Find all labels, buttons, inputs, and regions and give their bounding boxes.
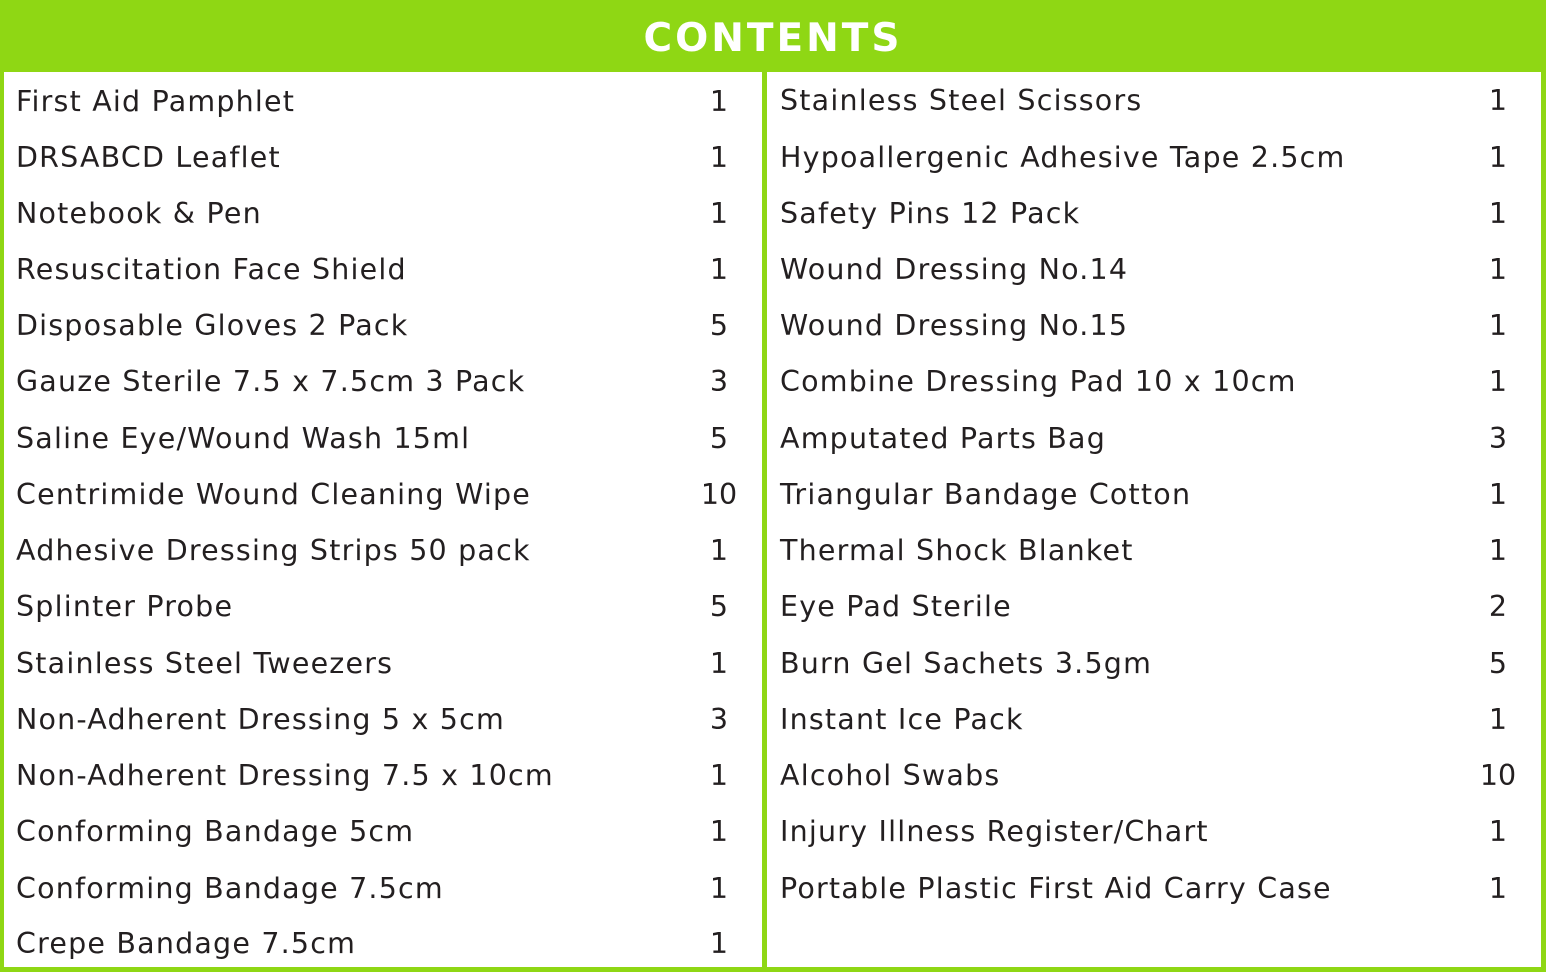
item-quantity: 5 bbox=[709, 590, 729, 623]
list-item bbox=[767, 861, 1541, 917]
list-item bbox=[767, 636, 1541, 692]
list-item bbox=[767, 692, 1541, 748]
item-quantity: 3 bbox=[1488, 422, 1508, 455]
list-item bbox=[767, 298, 1541, 354]
item-quantity: 1 bbox=[1488, 84, 1508, 117]
bottom-border bbox=[0, 967, 1546, 972]
item-name: Saline Eye/Wound Wash 15ml bbox=[16, 422, 471, 455]
column-divider bbox=[762, 72, 767, 972]
item-quantity: 10 bbox=[700, 478, 738, 511]
item-name: Alcohol Swabs bbox=[780, 759, 1001, 792]
list-item bbox=[767, 73, 1541, 129]
item-quantity: 1 bbox=[1488, 197, 1508, 230]
list-item bbox=[767, 579, 1541, 635]
item-quantity: 1 bbox=[1488, 815, 1508, 848]
list-item bbox=[4, 804, 762, 860]
item-name: Stainless Steel Scissors bbox=[780, 84, 1143, 117]
item-quantity: 3 bbox=[709, 703, 729, 736]
list-item bbox=[767, 523, 1541, 579]
list-item bbox=[4, 130, 762, 186]
list-item bbox=[4, 74, 762, 130]
list-item bbox=[767, 186, 1541, 242]
item-name: Wound Dressing No.15 bbox=[780, 309, 1129, 342]
item-name: Disposable Gloves 2 Pack bbox=[16, 309, 409, 342]
list-item bbox=[767, 467, 1541, 523]
list-item bbox=[4, 579, 762, 635]
item-quantity: 5 bbox=[709, 309, 729, 342]
item-name: Combine Dressing Pad 10 x 10cm bbox=[780, 365, 1297, 398]
item-name: Stainless Steel Tweezers bbox=[16, 647, 394, 680]
list-item bbox=[767, 242, 1541, 298]
item-name: Portable Plastic First Aid Carry Case bbox=[780, 872, 1332, 905]
item-quantity: 1 bbox=[1488, 872, 1508, 905]
item-quantity: 10 bbox=[1479, 759, 1517, 792]
item-name: Resuscitation Face Shield bbox=[16, 253, 407, 286]
item-quantity: 1 bbox=[1488, 478, 1508, 511]
item-name: Eye Pad Sterile bbox=[780, 590, 1012, 623]
list-item bbox=[4, 748, 762, 804]
item-name: Centrimide Wound Cleaning Wipe bbox=[16, 478, 532, 511]
list-item bbox=[767, 354, 1541, 410]
item-name: Adhesive Dressing Strips 50 pack bbox=[16, 534, 531, 567]
item-name: Wound Dressing No.14 bbox=[780, 253, 1129, 286]
item-quantity: 5 bbox=[1488, 647, 1508, 680]
item-name: DRSABCD Leaflet bbox=[16, 141, 281, 174]
list-item bbox=[4, 467, 762, 523]
item-name: Crepe Bandage 7.5cm bbox=[16, 927, 357, 960]
right-item-list bbox=[767, 72, 1541, 967]
item-name: Safety Pins 12 Pack bbox=[780, 197, 1081, 230]
contents-title: CONTENTS bbox=[643, 15, 903, 61]
item-name: Conforming Bandage 7.5cm bbox=[16, 872, 444, 905]
item-quantity: 1 bbox=[709, 85, 729, 118]
list-item bbox=[4, 242, 762, 298]
item-quantity: 2 bbox=[1488, 590, 1508, 623]
left-item-list bbox=[4, 72, 762, 967]
list-item bbox=[767, 748, 1541, 804]
list-item bbox=[4, 523, 762, 579]
item-name: Gauze Sterile 7.5 x 7.5cm 3 Pack bbox=[16, 365, 526, 398]
item-name: Instant Ice Pack bbox=[780, 703, 1024, 736]
item-quantity: 1 bbox=[709, 872, 729, 905]
item-name: Burn Gel Sachets 3.5gm bbox=[780, 647, 1153, 680]
item-quantity: 1 bbox=[709, 141, 729, 174]
item-quantity: 1 bbox=[1488, 253, 1508, 286]
item-quantity: 1 bbox=[709, 759, 729, 792]
item-name: Notebook & Pen bbox=[16, 197, 262, 230]
item-quantity: 1 bbox=[1488, 534, 1508, 567]
list-item bbox=[4, 692, 762, 748]
right-border bbox=[1541, 0, 1546, 972]
item-quantity: 1 bbox=[709, 927, 729, 960]
list-item bbox=[4, 916, 762, 972]
item-quantity: 1 bbox=[1488, 703, 1508, 736]
list-item bbox=[767, 804, 1541, 860]
item-quantity: 1 bbox=[709, 253, 729, 286]
item-quantity: 1 bbox=[1488, 365, 1508, 398]
item-quantity: 5 bbox=[709, 422, 729, 455]
item-name: Triangular Bandage Cotton bbox=[780, 478, 1192, 511]
item-quantity: 1 bbox=[709, 647, 729, 680]
list-item bbox=[4, 411, 762, 467]
item-name: Thermal Shock Blanket bbox=[780, 534, 1134, 567]
item-name: Amputated Parts Bag bbox=[780, 422, 1106, 455]
item-name: Hypoallergenic Adhesive Tape 2.5cm bbox=[780, 141, 1346, 174]
item-quantity: 1 bbox=[709, 197, 729, 230]
list-item bbox=[4, 186, 762, 242]
list-item bbox=[4, 298, 762, 354]
item-quantity: 1 bbox=[709, 815, 729, 848]
left-border bbox=[0, 0, 4, 972]
item-quantity: 1 bbox=[1488, 309, 1508, 342]
list-item bbox=[4, 354, 762, 410]
item-quantity: 1 bbox=[1488, 141, 1508, 174]
item-quantity: 3 bbox=[709, 365, 729, 398]
list-item bbox=[767, 130, 1541, 186]
list-item bbox=[4, 861, 762, 917]
list-item bbox=[4, 636, 762, 692]
item-name: Injury Illness Register/Chart bbox=[780, 815, 1209, 848]
item-name: Splinter Probe bbox=[16, 590, 234, 623]
item-name: Non-Adherent Dressing 5 x 5cm bbox=[16, 703, 505, 736]
item-quantity: 1 bbox=[709, 534, 729, 567]
contents-header bbox=[0, 0, 1546, 72]
item-name: First Aid Pamphlet bbox=[16, 85, 296, 118]
item-name: Non-Adherent Dressing 7.5 x 10cm bbox=[16, 759, 554, 792]
list-item bbox=[767, 411, 1541, 467]
item-name: Conforming Bandage 5cm bbox=[16, 815, 415, 848]
